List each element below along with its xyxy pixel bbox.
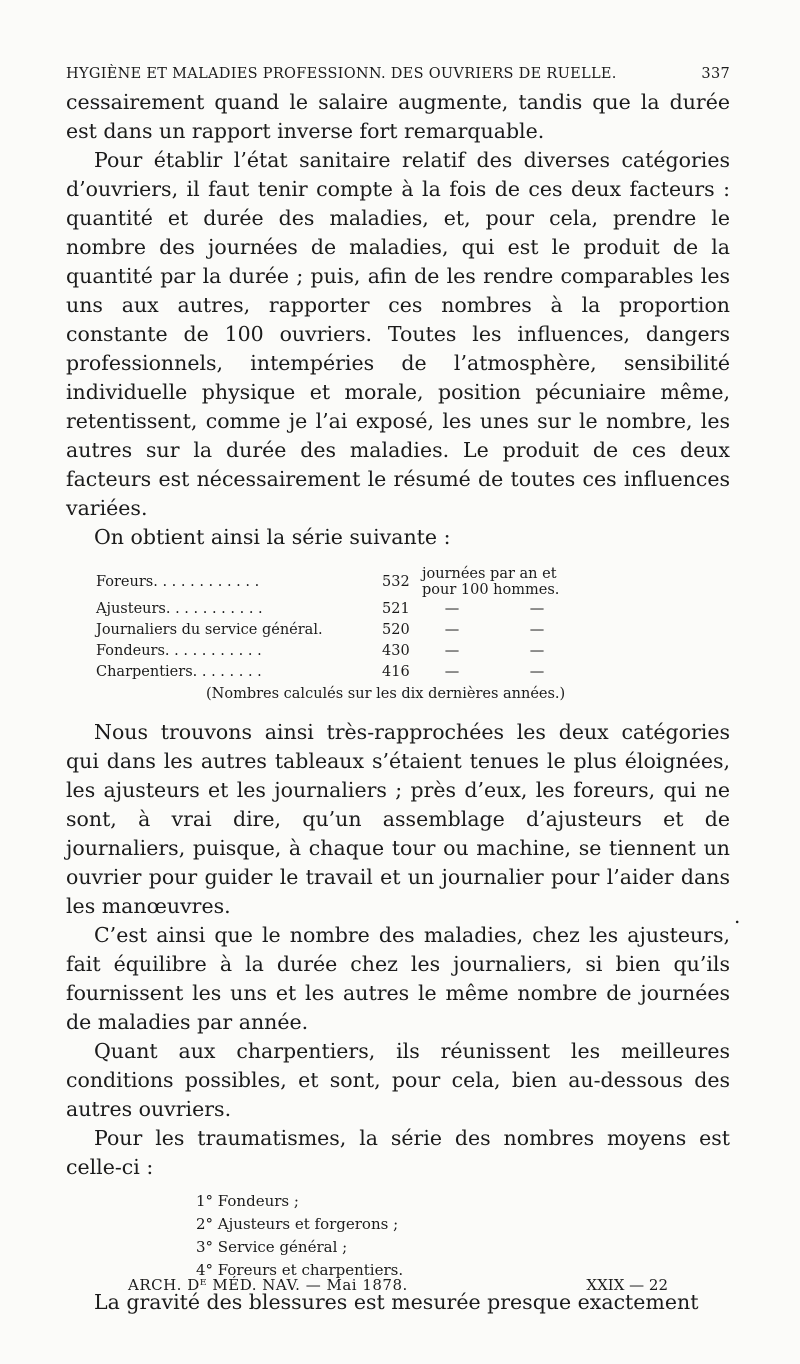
trauma-series-list bbox=[196, 1190, 730, 1282]
ditto-mark: — bbox=[529, 621, 545, 638]
ditto-mark: — bbox=[444, 642, 460, 659]
unit-label: journées par an et pour 100 hommes. bbox=[422, 566, 560, 598]
table-row bbox=[96, 566, 592, 598]
ditto-mark: — bbox=[444, 600, 460, 617]
days-value: 532 bbox=[382, 574, 410, 590]
list-item: 2° Ajusteurs et forgerons ; bbox=[196, 1215, 399, 1233]
signature-mark: XXIX — 22 bbox=[586, 1276, 668, 1294]
category-name: Journaliers du service général. bbox=[96, 621, 323, 638]
days-value: 520 bbox=[382, 621, 410, 638]
category-name: Ajusteurs. . . . . . . . . . . bbox=[96, 600, 263, 617]
table-row bbox=[96, 598, 592, 619]
paragraph-8: La gravité des blessures est mesurée presque exactement bbox=[94, 1290, 699, 1314]
category-name: Charpentiers. . . . . . . . bbox=[96, 663, 262, 680]
paragraph-5: C’est ainsi que le nombre des maladies, chez les ajusteurs, fait équilibre à la durée chez les journaliers, si bien qu’ils fournissent les uns et les autres le même nombre de journées de maladies par année. bbox=[66, 923, 730, 1034]
ditto-mark: — bbox=[529, 642, 545, 659]
page bbox=[66, 60, 730, 1317]
days-value: 416 bbox=[382, 663, 410, 680]
table-row bbox=[96, 661, 592, 682]
paragraph-6: Quant aux charpentiers, ils réunissent les meilleures conditions possibles, et sont, pour cela, bien au-dessous des autres ouvriers. bbox=[66, 1039, 730, 1121]
paragraph-3: On obtient ainsi la série suivante : bbox=[94, 525, 451, 549]
table-row bbox=[96, 619, 592, 640]
category-name: Fondeurs. . . . . . . . . . . bbox=[96, 642, 262, 659]
days-value: 430 bbox=[382, 642, 410, 659]
paragraph-7: Pour les traumatismes, la série des nombres moyens est celle-ci : bbox=[66, 1126, 730, 1179]
page-number: 337 bbox=[701, 66, 730, 82]
margin-mark: . bbox=[734, 904, 741, 928]
paragraph-4: Nous trouvons ainsi très-rapprochées les deux catégories qui dans les autres tableaux s’étaient tenues le plus éloignées, les ajusteurs et les journaliers ; près d’eux, les foreurs, qui ne sont, à vrai dire, qu’un assemblage d’ajusteurs et de journaliers, puisque, à chaque tour ou machine, se tiennent un ouvrier pour guider le travail et un journalier pour l’aider dans les manœuvres. bbox=[66, 720, 730, 918]
table-note: (Nombres calculés sur les dix dernières années.) bbox=[206, 686, 566, 702]
page-footer bbox=[128, 1276, 668, 1294]
list-item: 1° Fondeurs ; bbox=[196, 1192, 299, 1210]
list-item: 3° Service général ; bbox=[196, 1238, 348, 1256]
paragraph-1: cessairement quand le salaire augmente, tandis que la durée est dans un rapport inverse fort remarquable. bbox=[66, 90, 730, 143]
ditto-mark: — bbox=[529, 600, 545, 617]
sickness-days-table bbox=[96, 566, 592, 682]
ditto-mark: — bbox=[529, 663, 545, 680]
journal-reference: ARCH. Dᴱ MÉD. NAV. — Mai 1878. bbox=[128, 1276, 408, 1294]
paragraph-2: Pour établir l’état sanitaire relatif des diverses catégories d’ouvriers, il faut tenir compte à la fois de ces deux facteurs : quantité et durée des maladies, et, pour cela, prendre le nombre des journées de maladies, qui est le produit de la quantité par la durée ; puis, afin de les rendre comparables les uns aux autres, rapporter ces nombres à la proportion constante de 100 ouvriers. Toutes les influences, dangers professionnels, intempéries de l’atmosphère, sensibilité individuelle physique et morale, position pécuniaire même, retentissent, comme je l’ai exposé, les unes sur le nombre, les autres sur la durée des maladies. Le produit de ces deux facteurs est nécessairement le résumé de toutes ces influences variées. bbox=[66, 148, 730, 520]
running-header bbox=[66, 60, 730, 88]
ditto-mark: — bbox=[444, 621, 460, 638]
header-title: HYGIÈNE ET MALADIES PROFESSIONN. DES OUVRIERS DE RUELLE. bbox=[66, 66, 617, 82]
list-item: 4° Foreurs et charpentiers. bbox=[196, 1261, 404, 1279]
table-row bbox=[96, 640, 592, 661]
days-value: 521 bbox=[382, 600, 410, 617]
ditto-mark: — bbox=[444, 663, 460, 680]
category-name: Foreurs. . . . . . . . . . . . bbox=[96, 574, 260, 590]
